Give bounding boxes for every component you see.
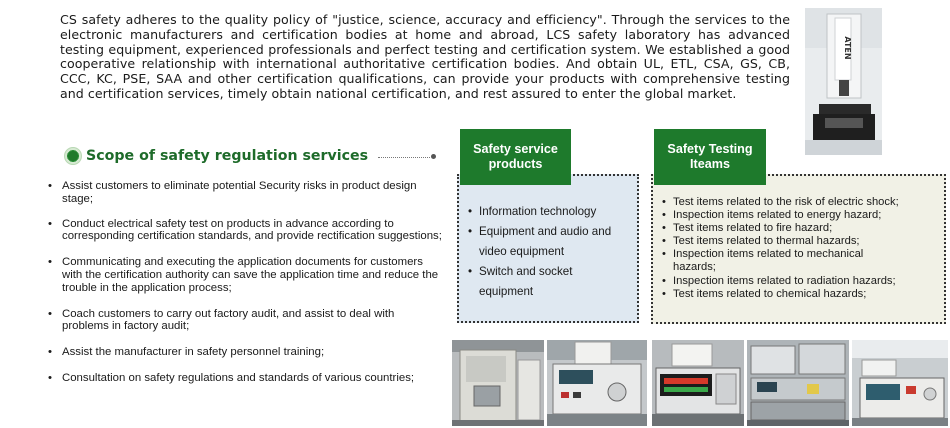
intro-paragraph: CS safety adheres to the quality policy of "justice, science, accuracy and efficiency". Through the services to the electronic manufacturers and certification bodies at home and abroad, LCS safety laboratory has advanced testing equipment, experienced professionals and perfect testing and certification system. We established a good cooperative relationship with international authoritative certification bodies. And obtain UL, ETL, CSA, GS, CB, CCC, KC, PSE, SAA and other certification qualifications, can provide your products with comprehensive testing and certification services, timely obtain national certification, and rest assured to enter the global market. xyxy=(60,12,790,101)
list-item: • Test items related to thermal hazards; xyxy=(659,235,938,248)
list-item: • Test items related to chemical hazards; xyxy=(659,288,938,301)
products-box xyxy=(457,174,639,323)
scope-list xyxy=(44,180,444,385)
green-dot-icon xyxy=(64,147,82,165)
testing-title: Safety Testing Iteams xyxy=(654,129,766,185)
list-item: • Inspection items related to mechanical hazards; xyxy=(659,248,938,274)
list-item: • Communicating and executing the application documents for customers with the certification authority can save the application time and reduce the trouble in the application process; xyxy=(44,256,444,294)
safety-tester-photo xyxy=(547,340,647,426)
device-brand-label: ATEN xyxy=(843,36,852,60)
dotted-divider xyxy=(378,157,430,158)
withstand-voltage-tester-photo xyxy=(852,340,948,426)
measuring-machine-photo xyxy=(805,8,882,155)
list-item: • Inspection items related to energy hazard; xyxy=(659,209,938,222)
list-item: • Coach customers to carry out factory audit, and assist to deal with problems in factory audit; xyxy=(44,308,444,334)
testing-box xyxy=(651,174,946,324)
test-equipment-rack-photo xyxy=(747,340,849,426)
list-item: • Assist the manufacturer in safety personnel training; xyxy=(44,346,444,359)
list-item: • Information technology xyxy=(465,202,629,222)
climate-chamber-photo xyxy=(452,340,544,426)
list-item: • Switch and socket equipment xyxy=(465,262,629,302)
list-item: • Test items related to the risk of electric shock; xyxy=(659,196,938,209)
scope-title: Scope of safety regulation services xyxy=(86,148,369,164)
divider-end-dot-icon xyxy=(431,154,436,159)
list-item: • Inspection items related to radiation hazards; xyxy=(659,275,938,288)
list-item: • Test items related to fire hazard; xyxy=(659,222,938,235)
list-item: • Conduct electrical safety test on products in advance according to corresponding certification standards, and provide rectification suggestions; xyxy=(44,218,444,244)
list-item: • Equipment and audio and video equipment xyxy=(465,222,629,262)
scope-heading xyxy=(64,147,436,165)
list-item: • Assist customers to eliminate potential Security risks in product design stage; xyxy=(44,180,444,206)
list-item: • Consultation on safety regulations and standards of various countries; xyxy=(44,372,444,385)
power-analyzer-photo xyxy=(652,340,744,426)
products-title: Safety service products xyxy=(460,129,571,185)
